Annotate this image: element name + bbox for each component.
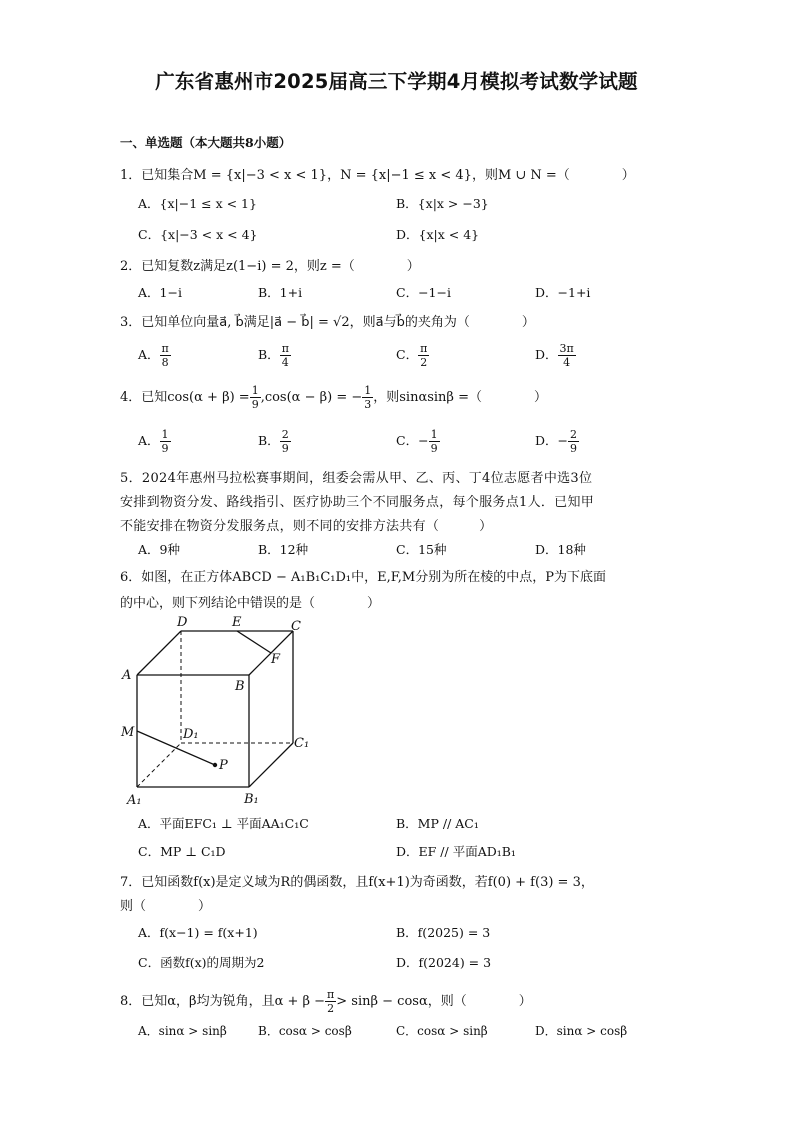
denominator: 9 [570,442,578,455]
numerator: 1 [430,428,438,441]
question-4-stem [120,384,547,411]
hidden-edge-a1d1 [137,743,181,787]
question-7-option-c: C．函数f(x)的周期为2 [138,955,265,970]
question-3-stem: 3．已知单位向量a⃗, b⃗满足|a⃗ − b⃗| = √2，则a⃗与b⃗的夹角为（ ） [120,315,535,330]
label-a: A [122,668,132,683]
denominator: 2 [420,356,428,369]
stem-prefix: 4．已知 [120,390,168,405]
denominator: 9 [281,442,289,455]
option-letter: B． [258,347,280,362]
option-letter: D． [535,433,558,448]
denominator: 9 [161,442,169,455]
question-4-option-d [535,428,579,455]
numerator: π [161,342,169,355]
label-m: M [121,725,135,740]
cube-figure [118,612,318,810]
stem-prefix: 8．已知α，β均为锐角，且α + β − [120,994,326,1009]
numerator: π [281,342,289,355]
question-8-option-b: B．cosα > cosβ [258,1024,352,1038]
question-5-option-d: D．18种 [535,542,586,557]
question-7-option-a: A．f(x−1) = f(x+1) [138,925,258,940]
question-8-option-c: C．cosα > sinβ [396,1024,488,1038]
question-7-option-d: D．f(2024) = 3 [396,955,492,970]
denominator: 3 [364,398,372,411]
option-letter: C． [396,433,419,448]
question-6-option-c: C．MP ⊥ C₁D [138,844,226,859]
denominator: 9 [251,398,259,411]
question-5-line-2: 安排到物资分发、路线指引、医疗协助三个不同服务点，每个服务点1人．已知甲 [120,495,595,510]
denominator: 8 [161,356,169,369]
question-3-option-d [535,342,576,369]
question-1-option-b: B．{x|x > −3} [396,196,489,211]
question-3-option-b [258,342,291,369]
numerator: 1 [251,384,259,397]
edge-b1c1 [249,743,293,787]
question-6-line-2: 的中心，则下列结论中错误的是（ ） [120,596,381,611]
question-5-option-a: A．9种 [138,542,180,557]
numerator: 2 [281,428,289,441]
stem-suffix: > sinβ − cosα，则（ ） [336,994,532,1009]
question-3-option-a [138,342,171,369]
segment-mp [137,731,215,765]
fraction [160,342,171,369]
question-1-option-d: D．{x|x < 4} [396,227,480,242]
question-6-option-d: D．EF // 平面AD₁B₁ [396,844,516,859]
section-heading: 一、单选题（本大题共8小题） [120,135,292,150]
fraction [558,342,576,369]
question-1-option-c: C．{x|−3 < x < 4} [138,227,258,242]
numerator: 2 [570,428,578,441]
option-letter: A． [138,347,160,362]
label-d: D [177,615,188,630]
label-a1: A₁ [127,793,142,808]
question-5-line-1: 5．2024年惠州马拉松赛事期间，组委会需从甲、乙、丙、丁4位志愿者中选3位 [120,471,593,486]
segment-ef [237,631,271,653]
label-b1: B₁ [244,792,259,807]
question-5-option-c: C．15种 [396,542,447,557]
numerator: π [420,342,428,355]
question-7-option-b: B．f(2025) = 3 [396,925,491,940]
fraction [160,428,171,455]
label-e: E [232,615,242,630]
label-p: P [219,758,228,773]
point-p [213,763,217,767]
question-6-line-1: 6．如图，在正方体ABCD − A₁B₁C₁D₁中，E,F,M分别为所在棱的中点，P为下底面 [120,570,606,585]
stem-term-a: cos(α + β) = [167,390,250,405]
fraction [568,428,579,455]
fraction [429,428,440,455]
sign: − [418,433,429,448]
question-2-option-d: D．−1+i [535,285,591,300]
question-4-option-c [396,428,440,455]
label-d1: D₁ [183,727,199,742]
question-2-option-a: A．1−i [138,285,182,300]
option-letter: C． [396,347,419,362]
denominator: 4 [563,356,571,369]
numerator: 1 [161,428,169,441]
label-c: C [291,619,301,634]
question-1-stem: 1．已知集合M = {x|−3 < x < 1}，N = {x|−1 ≤ x < 4}，则M ∪ N =（ ） [120,168,635,183]
question-4-option-b [258,428,291,455]
sign: − [557,433,569,448]
question-4-option-a [138,428,171,455]
page-title: 广东省惠州市2025届高三下学期4月模拟考试数学试题 [155,70,638,93]
edge-ad [137,631,181,675]
question-1-option-a: A．{x|−1 ≤ x < 1} [138,196,257,211]
question-8-option-a: A．sinα > sinβ [138,1024,227,1038]
numerator: 3π [559,342,574,355]
question-2-option-b: B．1+i [258,285,303,300]
question-6-option-a: A．平面EFC₁ ⊥ 平面AA₁C₁C [138,816,309,831]
question-8-stem [120,988,532,1015]
option-letter: A． [138,433,160,448]
denominator: 4 [281,356,289,369]
question-5-option-b: B．12种 [258,542,309,557]
question-3-option-c [396,342,429,369]
fraction [250,384,261,411]
denominator: 9 [430,442,438,455]
fraction [280,428,291,455]
fraction [325,988,336,1015]
fraction [280,342,291,369]
fraction [362,384,373,411]
question-8-option-d: D．sinα > cosβ [535,1024,628,1038]
stem-term-b: ,cos(α − β) = − [260,390,363,405]
numerator: 1 [364,384,372,397]
label-b: B [235,679,245,694]
question-7-line-2: 则（ ） [120,899,212,914]
numerator: π [327,988,335,1001]
denominator: 2 [327,1002,335,1015]
option-letter: B． [258,433,280,448]
question-6-option-b: B．MP // AC₁ [396,816,479,831]
question-7-line-1: 7．已知函数f(x)是定义域为R的偶函数，且f(x+1)为奇函数，若f(0) + f(3) = 3， [120,875,594,890]
stem-suffix: ，则sinαsinβ =（ ） [373,390,547,405]
question-2-option-c: C．−1−i [396,285,451,300]
label-c1: C₁ [294,736,310,751]
option-letter: D． [535,347,558,362]
question-5-line-3: 不能安排在物资分发服务点，则不同的安排方法共有（ ） [120,519,493,534]
question-2-stem: 2．已知复数z满足z(1−i) = 2，则z =（ ） [120,259,420,274]
fraction [418,342,429,369]
label-f: F [271,652,281,667]
